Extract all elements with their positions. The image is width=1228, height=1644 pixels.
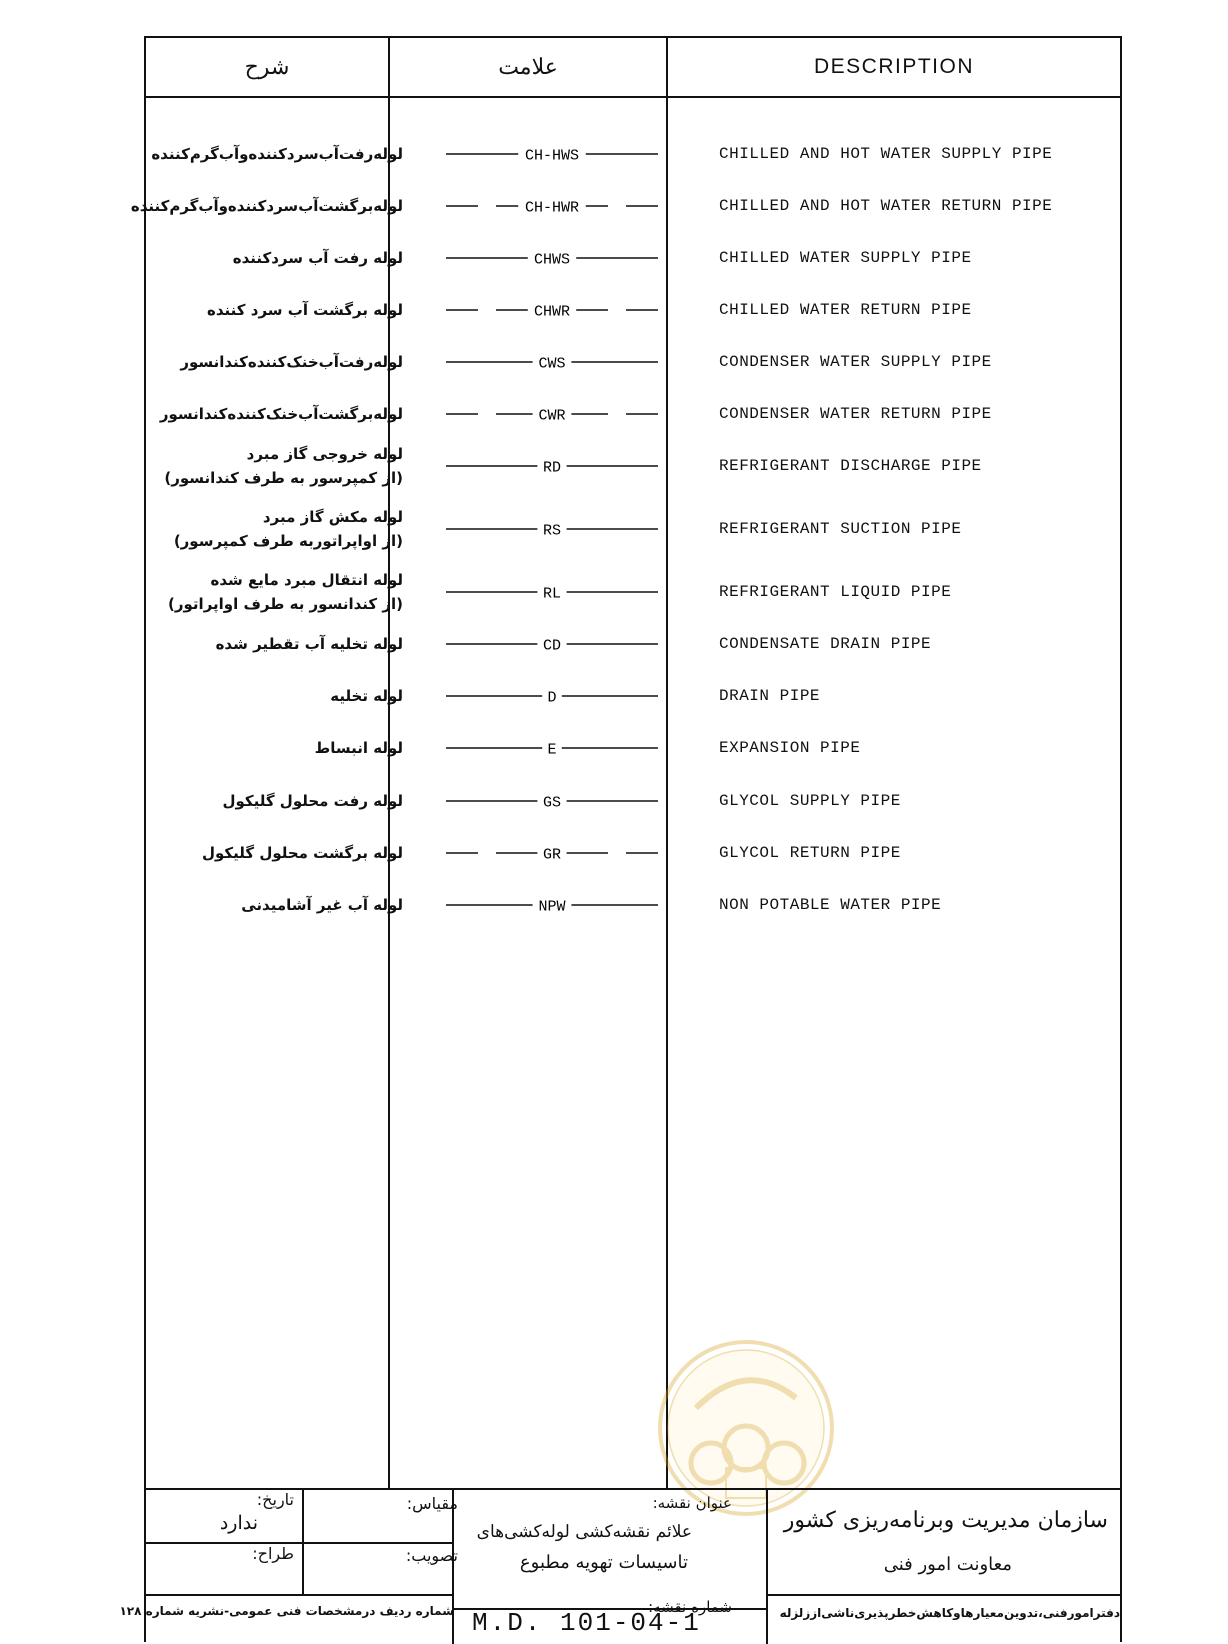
description-en: REFRIGERANT LIQUID PIPE bbox=[719, 583, 952, 601]
pipe-code: CHWS bbox=[533, 251, 571, 268]
description-fa: لوله انبساط bbox=[314, 739, 403, 757]
drawing-number-label: شماره نقشه: bbox=[648, 1598, 732, 1616]
pipe-symbol bbox=[446, 300, 658, 320]
designer-label: طراح: bbox=[252, 1544, 294, 1563]
pipe-code: CWS bbox=[538, 355, 566, 372]
pipe-code: RS bbox=[542, 522, 562, 539]
description-fa: لوله‌رفت‌آب‌سردکننده‌وآب‌گرم‌کننده bbox=[151, 145, 403, 163]
description-en: DRAIN PIPE bbox=[719, 687, 821, 705]
header-symbol: علامت bbox=[498, 54, 558, 80]
pipe-symbol bbox=[446, 352, 658, 372]
pipe-symbol bbox=[446, 738, 658, 758]
pipe-code: GS bbox=[542, 794, 562, 811]
pipe-symbol bbox=[446, 582, 658, 602]
pipe-code: CH-HWS bbox=[524, 147, 580, 164]
description-fa: لوله‌رفت‌آب‌خنک‌کننده‌کندانسور bbox=[180, 353, 403, 371]
description-en: CONDENSER WATER SUPPLY PIPE bbox=[719, 353, 992, 371]
pipe-code: GR bbox=[542, 846, 562, 863]
header-description-en: DESCRIPTION bbox=[813, 55, 974, 78]
column-divider-2 bbox=[666, 38, 668, 1488]
description-fa: لوله تخلیه bbox=[330, 687, 403, 705]
description-fa: لوله آب غیر آشامیدنی bbox=[241, 896, 403, 914]
description-en: CHILLED AND HOT WATER RETURN PIPE bbox=[719, 197, 1053, 215]
pipe-code: CH-HWR bbox=[524, 199, 580, 216]
row-reference: شماره ردیف درمشخصات فنی عمومی-نشریه شماره ۱۲۸ bbox=[119, 1604, 454, 1618]
description-en: CHILLED WATER RETURN PIPE bbox=[719, 301, 972, 319]
pipe-symbol bbox=[446, 519, 658, 539]
description-fa: لوله انتقال مبرد مایع شده (از کندانسور به طرف اواپراتور) bbox=[168, 571, 403, 613]
organization-office: دفترامورفنی،تدوین‌معیارهاوکاهش‌خطرپذیری‌ناشی‌اززلزله bbox=[779, 1606, 1120, 1620]
description-en: CONDENSER WATER RETURN PIPE bbox=[719, 405, 992, 423]
pipe-code: CD bbox=[542, 637, 562, 654]
pipe-code: CHWR bbox=[533, 303, 571, 320]
drawing-title-line1: علائم نقشه‌کشی لوله‌کشی‌های bbox=[476, 1522, 692, 1542]
description-en: REFRIGERANT DISCHARGE PIPE bbox=[719, 457, 982, 475]
description-fa: لوله رفت آب سردکننده bbox=[232, 249, 403, 267]
pipe-code: CWR bbox=[538, 407, 566, 424]
pipe-symbol bbox=[446, 895, 658, 915]
drawing-title-line2: تاسیسات تهویه مطبوع bbox=[519, 1552, 688, 1573]
pipe-code: RL bbox=[542, 585, 562, 602]
description-fa: لوله برگشت محلول گلیکول bbox=[201, 844, 403, 862]
description-fa: لوله خروجی گاز مبرد (از کمپرسور به طرف کندانسور) bbox=[164, 445, 403, 487]
description-fa: لوله‌برگشت‌آب‌خنک‌کننده‌کندانسور bbox=[159, 405, 403, 423]
organization-name: سازمان مدیریت وبرنامه‌ریزی کشور bbox=[783, 1508, 1108, 1533]
approval-label: تصویب: bbox=[405, 1546, 458, 1565]
pipe-code: E bbox=[547, 741, 557, 758]
drawing-number: M.D. 101-04-1 bbox=[472, 1608, 701, 1638]
pipe-symbol bbox=[446, 196, 658, 216]
description-en: CHILLED AND HOT WATER SUPPLY PIPE bbox=[719, 145, 1053, 163]
description-en: REFRIGERANT SUCTION PIPE bbox=[719, 520, 962, 538]
organization-department: معاونت امور فنی bbox=[883, 1554, 1012, 1575]
description-en: GLYCOL SUPPLY PIPE bbox=[719, 792, 901, 810]
title-block bbox=[119, 1488, 1120, 1644]
pipe-symbol bbox=[446, 404, 658, 424]
drawing-title-label: عنوان نقشه: bbox=[652, 1494, 732, 1512]
pipe-symbol bbox=[446, 248, 658, 268]
pipe-symbol bbox=[446, 791, 658, 811]
scale-value: ندارد bbox=[219, 1512, 258, 1534]
pipe-symbol bbox=[446, 144, 658, 164]
description-fa: لوله رفت محلول گلیکول bbox=[222, 792, 403, 810]
description-en: CHILLED WATER SUPPLY PIPE bbox=[719, 249, 972, 267]
date-label: تاریخ: bbox=[256, 1490, 294, 1509]
pipe-code: NPW bbox=[538, 898, 566, 915]
pipe-symbol bbox=[446, 456, 658, 476]
description-fa: لوله‌برگشت‌آب‌سردکننده‌وآب‌گرم‌کننده bbox=[130, 197, 403, 215]
header-description-fa: شرح bbox=[244, 54, 290, 80]
scale-label: مقیاس: bbox=[406, 1494, 458, 1513]
description-en: EXPANSION PIPE bbox=[719, 739, 861, 757]
pipe-code: D bbox=[547, 689, 557, 706]
header-divider bbox=[146, 96, 1120, 98]
pipe-symbol bbox=[446, 686, 658, 706]
drawing-sheet bbox=[119, 36, 1122, 1642]
description-fa: لوله تخلیه آب تقطیر شده bbox=[215, 635, 403, 653]
pipe-code: RD bbox=[542, 459, 562, 476]
description-fa: لوله مکش گاز مبرد (از اواپراتوربه طرف کمپرسور) bbox=[173, 508, 403, 550]
description-en: NON POTABLE WATER PIPE bbox=[719, 896, 942, 914]
description-fa: لوله برگشت آب سرد کننده bbox=[207, 301, 403, 319]
pipe-symbol bbox=[446, 843, 658, 863]
pipe-symbol bbox=[446, 634, 658, 654]
description-en: GLYCOL RETURN PIPE bbox=[719, 844, 901, 862]
description-en: CONDENSATE DRAIN PIPE bbox=[719, 635, 932, 653]
